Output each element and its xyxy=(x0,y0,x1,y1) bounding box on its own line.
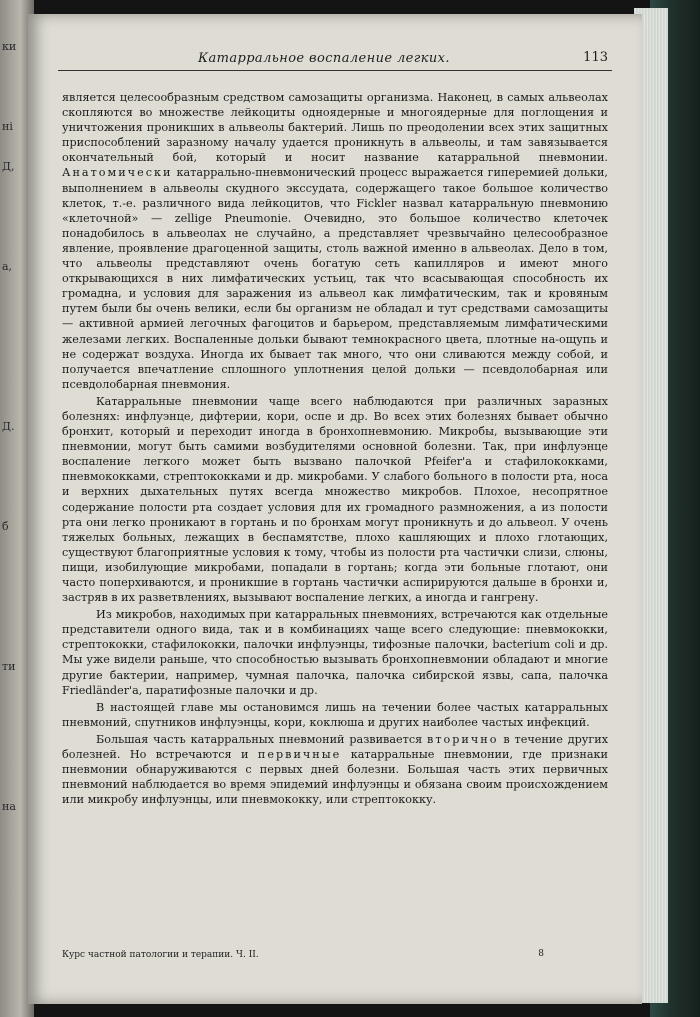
page-footer xyxy=(62,950,608,960)
facing-page-fragment: на xyxy=(2,800,16,813)
paragraph-3: Из микробов, находимых при катарральных пневмониях, встречаются как отдельные представители одного вида, так и в комбинациях чаще всего следующие: пневмококки, стрептококки, стафилококки, палочки инфлуэнцы, тифозные палочки, bacterium coli и др. Мы уже видели раньше, что способностью вызывать бронхопневмонии обладают и многие другие бактерии, например, чумная палочка, палочка сибирской язвы, сапа, палочка Friedländer'а, паратифозные палочки и др. xyxy=(62,608,608,697)
paragraph-1: является целесообразным средством самозащиты организма. Наконец, в самых альвеолах скопляются во множестве лейкоциты одноядерные и многоядерные для поглощения и уничтожения проникших в альвеолы бактерий. Лишь по преодолении всех этих защитных приспособлений заразному началу удается проникнуть в альвеолы, и там завязывается окончательный бой, который и носит название катарральной пневмонии. Анатомически катаррально-пневмонический процесс выражается гиперемией дольки, выполнением в альвеолы скудного экссудата, содержащего такое большое количество клеток, т.-е. различного вида лейкоцитов, что Fickler назвал катарральную пневмонию «клеточной» — zellige Pneumonie. Очевидно, это большое количество клеточек понадобилось в альвеолах не случайно, а представляет чрезвычайно целесообразное явление, проявление драгоценной защиты, столь важной именно в альвеолах. Дело в том, что альвеолы представляют очень богатую сеть капилляров и имеют много открывающихся в них лимфатических устьиц, так что всасывающая способность их громадна, и условия для заражения из альвеол как лимфатическим, так и кровяным путем были бы очень велики, если бы организм не обладал и тут средствами самозащиты — активной армией легочных фагоцитов и барьером, представляемым лимфатическими железами легких. Воспаленные дольки бывают темнокрасного цвета, плотные на-ощупь и не содержат воздуха. Иногда их бывает так много, что они сливаются между собой, и получается впечатление сплошного уплотнения целой дольки — псевдолобарная или псевдолобарная пневмония. xyxy=(62,91,608,391)
facing-page-fragment: ки xyxy=(2,40,17,53)
book-title-footer: Курс частной патологии и терапии. Ч. II. xyxy=(62,950,259,960)
spaced-term: вторично xyxy=(427,732,499,746)
facing-page-fragment: Д. xyxy=(2,420,15,433)
paragraph-2: Катарральные пневмонии чаще всего наблюдаются при различных заразных болезнях: инфлуэнце, дифтерии, кори, оспе и др. Во всех этих болезнях бывает обычно бронхит, который и переходит иногда в бронхопневмонию. Микробы, вызывающие эти пневмонии, могут быть самими возбудителями основной болезни. Так, при инфлуэнце воспаление легкого может быть вызвано палочкой Pfeifer'а и стафилококками, пневмококками, стрептококками и др. микробами. У слабого больного в полости рта, носа и верхних дыхательных путях всегда множество микробов. Плохое, несопрятное содержание полости рта создает условия для их громадного размножения, а из полости рта они легко проникают в гортань и по бронхам могут проникнуть и до альвеол. У очень тяжелых больных, лежащих в беспамятстве, плохо кашляющих и плохо глотающих, существуют благоприятные условия к тому, чтобы из полости рта частички слизи, слюны, пищи, изобилующие микробами, попадали в гортань; когда эти больные глотают, они часто поперхиваются, и проникшие в гортань частички аспирируются дальше в бронхи и, застряв в их разветвлениях, вызывают воспаление легких, а иногда и гангрену. xyxy=(62,394,608,605)
paragraph-5: Большая часть катарральных пневмоний развивается вторично в течение других болезней. Но встречаются и первичные катарральные пневмонии, где признаки пневмонии обнаруживаются с первых дней болезни. Большая часть этих первичных пневмоний наблюдается во время эпидемий инфлуэнцы и обязана своим происхождением или микробу инфлуэнцы, или пневмококку, или стрептококку. xyxy=(62,732,609,807)
spaced-term: первичные xyxy=(257,748,342,762)
page-body xyxy=(62,90,608,807)
paragraph-4: В настоящей главе мы остановимся лишь на течении более частых катарральных пневмоний, спутников инфлуэнцы, кори, коклюша и других наиболее частых инфекций. xyxy=(62,700,608,729)
running-title: Катарральное воспаление легких. xyxy=(198,51,450,66)
book-page xyxy=(28,14,642,1004)
facing-page-fragment: а, xyxy=(2,260,13,273)
facing-page-fragment: ти xyxy=(2,660,16,673)
running-header xyxy=(58,48,612,71)
signature-mark: 8 xyxy=(538,949,544,959)
facing-page-fragment: Д, xyxy=(2,160,15,173)
page-number: 113 xyxy=(583,50,608,65)
spaced-term: Анатомически xyxy=(62,166,173,180)
facing-page-fragment: б xyxy=(2,520,9,533)
facing-page-fragment: ні xyxy=(2,120,13,133)
